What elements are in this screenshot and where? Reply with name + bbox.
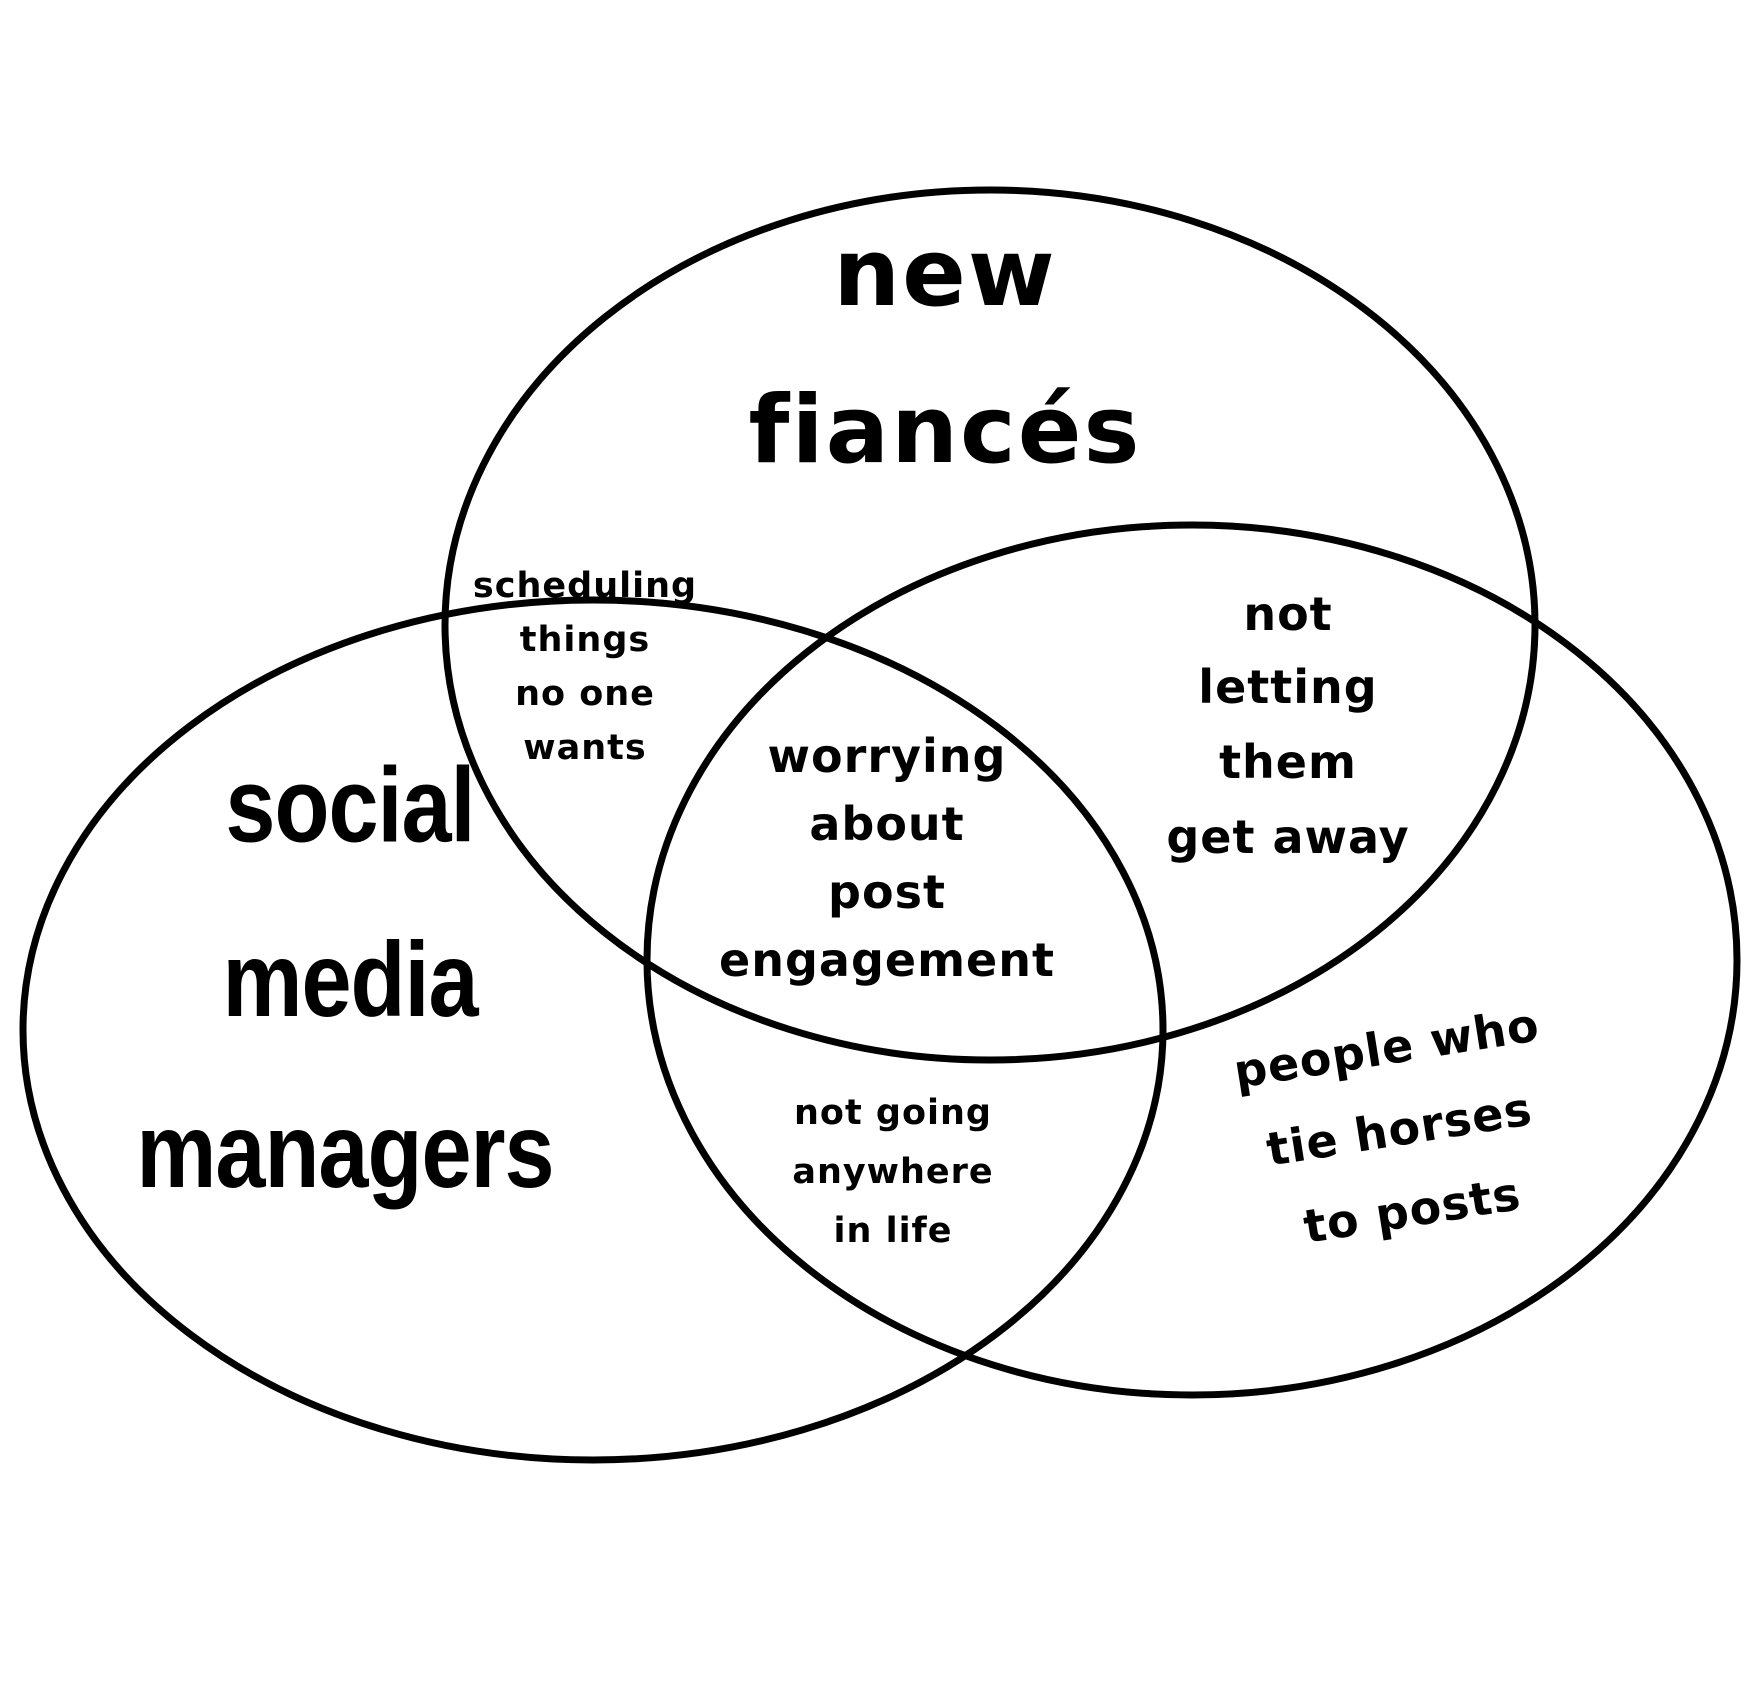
region-label-line: not [1243, 587, 1333, 641]
region-label-line: anywhere [792, 1152, 994, 1192]
region-label-line: worrying [767, 729, 1007, 783]
region-label-line: about [809, 797, 965, 851]
set-label-line: social [225, 745, 475, 864]
region-label-line: things [519, 620, 651, 660]
region-label-line: not going [794, 1093, 992, 1133]
set-label-line: media [222, 919, 478, 1039]
region-label-line: no one [515, 674, 655, 714]
region-label-line: post [828, 865, 946, 919]
region-label-line: them [1219, 735, 1357, 789]
set-label-line: to posts [1299, 1166, 1525, 1254]
region-label-line: engagement [719, 933, 1055, 987]
set-label-line: new [833, 219, 1057, 328]
set-label-line: people who [1229, 997, 1544, 1099]
region-label-line: scheduling [472, 566, 698, 606]
set-label-line: fiancés [748, 376, 1142, 485]
set-label-line: managers [136, 1091, 554, 1210]
region-label-line: wants [523, 728, 647, 768]
region-label-line: letting [1198, 660, 1378, 714]
region-label-line: in life [833, 1211, 953, 1251]
region-label-line: get away [1166, 810, 1410, 864]
set-label-line: tie horses [1262, 1081, 1536, 1177]
